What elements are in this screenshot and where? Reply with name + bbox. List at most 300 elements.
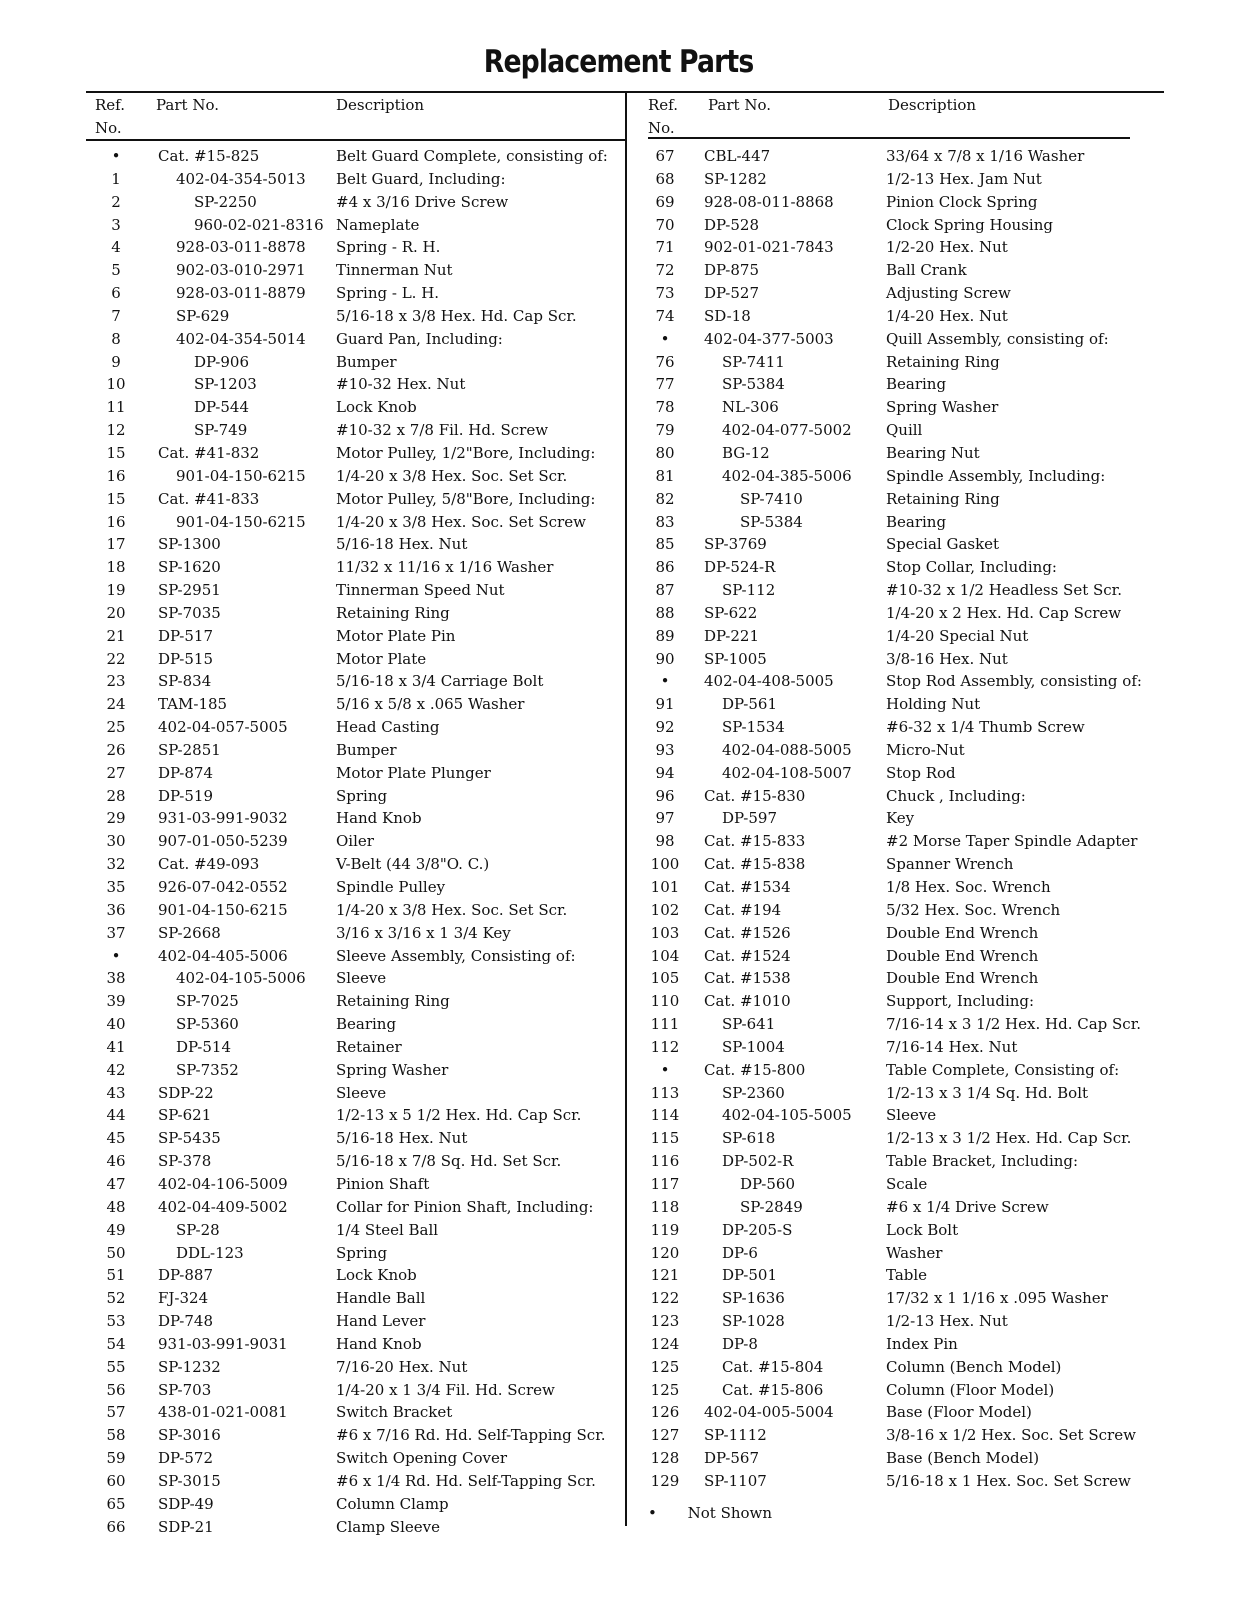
ref-cell: 36 — [106, 900, 126, 919]
table-row — [86, 1173, 624, 1196]
table-row — [636, 899, 1164, 922]
part-number-cell: SP-1203 — [194, 375, 257, 394]
table-row — [636, 1173, 1164, 1196]
ref-cell: 6 — [111, 284, 121, 303]
header-part-no: Part No. — [708, 96, 771, 114]
part-number-cell: DDL-123 — [176, 1243, 244, 1262]
description-cell: Bearing Nut — [886, 443, 980, 462]
table-body-left — [86, 145, 624, 1538]
description-cell: Sleeve — [336, 969, 387, 988]
description-cell: Oiler — [336, 832, 374, 851]
part-number-cell: SP-3016 — [158, 1426, 221, 1445]
part-number-cell: 928-03-011-8879 — [176, 284, 306, 303]
description-cell: Scale — [886, 1174, 928, 1193]
footnote — [648, 1504, 772, 1522]
ref-cell: 101 — [650, 878, 680, 896]
description-cell: 5/16-18 x 3/4 Carriage Bolt — [336, 672, 544, 691]
description-cell: Double End Wrench — [886, 969, 1039, 988]
description-cell: #4 x 3/16 Drive Screw — [336, 192, 509, 211]
description-cell: #2 Morse Taper Spindle Adapter — [886, 832, 1138, 851]
description-cell: #10-32 x 7/8 Fil. Hd. Screw — [336, 421, 549, 440]
footnote-symbol: • — [648, 1504, 657, 1522]
table-row — [86, 419, 624, 442]
description-cell: Clock Spring Housing — [886, 215, 1053, 234]
part-number-cell: DP-887 — [158, 1266, 213, 1285]
description-cell: 3/8-16 x 1/2 Hex. Soc. Set Screw — [886, 1426, 1136, 1445]
ref-cell: 72 — [655, 261, 675, 280]
table-row — [636, 625, 1164, 648]
part-number-cell: DP-515 — [158, 649, 213, 668]
part-number-cell: DP-875 — [704, 261, 759, 280]
header-description: Description — [888, 96, 977, 114]
table-row — [636, 1082, 1164, 1105]
part-number-cell: SP-621 — [158, 1106, 212, 1125]
ref-cell: 119 — [650, 1220, 680, 1239]
part-number-cell: 402-04-377-5003 — [704, 329, 834, 348]
description-cell: #6 x 1/4 Rd. Hd. Self-Tapping Scr. — [336, 1471, 596, 1490]
part-number-cell: 928-03-011-8878 — [176, 238, 306, 257]
description-cell: Bearing — [886, 512, 947, 531]
ref-cell: 52 — [106, 1289, 126, 1308]
table-row — [86, 1242, 624, 1265]
ref-cell: 97 — [655, 809, 675, 828]
ref-cell: 51 — [106, 1266, 126, 1285]
table-row — [86, 716, 624, 739]
description-cell: 1/2-20 Hex. Nut — [886, 238, 1008, 257]
part-number-cell: SP-378 — [158, 1152, 212, 1171]
part-number-cell: Cat. #1526 — [704, 923, 791, 942]
description-cell: 1/2-13 Hex. Jam Nut — [886, 169, 1042, 188]
part-number-cell: Cat. #15-833 — [704, 832, 806, 851]
table-row — [86, 899, 624, 922]
description-cell: #6-32 x 1/4 Thumb Screw — [886, 718, 1085, 737]
part-number-cell: Cat. #194 — [704, 900, 782, 919]
part-number-cell: 928-08-011-8868 — [704, 192, 834, 211]
ref-cell: 10 — [106, 375, 126, 394]
part-number-cell: Cat. #15-825 — [158, 147, 260, 165]
description-cell: Retaining Ring — [336, 992, 450, 1011]
header-part-no: Part No. — [156, 96, 219, 114]
ref-cell: 81 — [655, 466, 675, 485]
table-row — [86, 282, 624, 305]
description-cell: 1/4-20 x 3/8 Hex. Soc. Set Screw — [336, 512, 586, 531]
description-cell: Bumper — [336, 740, 397, 759]
description-cell: Motor Plate Pin — [336, 626, 456, 645]
table-row — [86, 1356, 624, 1379]
description-cell: Hand Knob — [336, 1334, 422, 1353]
part-number-cell: DP-524-R — [704, 558, 776, 577]
ref-cell: 44 — [106, 1106, 126, 1125]
description-cell: Stop Rod — [886, 763, 956, 782]
table-row — [636, 648, 1164, 671]
ref-cell: 110 — [650, 992, 680, 1011]
ref-cell: 16 — [106, 512, 126, 531]
part-number-cell: SP-703 — [158, 1380, 212, 1399]
description-cell: Spring — [336, 1243, 388, 1262]
part-number-cell: CBL-447 — [704, 147, 771, 165]
part-number-cell: SP-7411 — [722, 352, 785, 371]
part-number-cell: 402-04-108-5007 — [722, 763, 852, 782]
ref-cell: 76 — [655, 352, 675, 371]
description-cell: 1/2-13 x 5 1/2 Hex. Hd. Cap Scr. — [336, 1106, 582, 1125]
part-number-cell: SP-834 — [158, 672, 212, 691]
part-number-cell: DP-906 — [194, 352, 249, 371]
ref-cell: 89 — [655, 626, 675, 645]
ref-cell: 73 — [655, 284, 675, 303]
ref-cell: 126 — [650, 1403, 680, 1422]
table-row — [636, 762, 1164, 785]
part-number-cell: DP-528 — [704, 215, 759, 234]
ref-cell: 71 — [655, 238, 675, 257]
ref-cell: 15 — [106, 489, 126, 508]
ref-cell: 5 — [111, 261, 121, 280]
ref-cell: 43 — [106, 1083, 126, 1102]
table-row — [86, 739, 624, 762]
part-number-cell: SP-1282 — [704, 169, 767, 188]
ref-cell: 100 — [650, 855, 680, 874]
part-number-cell: DP-748 — [158, 1312, 213, 1331]
ref-cell: 12 — [106, 421, 126, 440]
description-cell: Column Clamp — [336, 1494, 449, 1513]
part-number-cell: 402-04-105-5005 — [722, 1106, 852, 1125]
part-number-cell: SP-7410 — [740, 489, 803, 508]
part-number-cell: SP-28 — [176, 1220, 220, 1239]
table-row — [86, 1150, 624, 1173]
table-row — [636, 282, 1164, 305]
description-cell: Motor Pulley, 1/2"Bore, Including: — [336, 443, 596, 462]
page-title: Replacement Parts — [483, 44, 754, 80]
ref-cell: 115 — [650, 1129, 680, 1148]
part-number-cell: SP-5360 — [176, 1015, 239, 1034]
description-cell: Stop Rod Assembly, consisting of: — [886, 672, 1142, 691]
ref-cell: 2 — [111, 192, 121, 211]
table-row — [86, 396, 624, 419]
ref-cell: 22 — [106, 649, 126, 668]
ref-cell: 37 — [106, 923, 126, 942]
ref-cell: 125 — [650, 1380, 680, 1399]
description-cell: Spanner Wrench — [886, 855, 1014, 874]
description-cell: Lock Knob — [336, 1266, 417, 1285]
table-row — [86, 533, 624, 556]
description-cell: 5/32 Hex. Soc. Wrench — [886, 900, 1061, 919]
part-number-cell: NL-306 — [722, 398, 779, 417]
description-cell: 3/16 x 3/16 x 1 3/4 Key — [336, 923, 511, 942]
table-row — [86, 648, 624, 671]
description-cell: Quill — [886, 421, 923, 440]
ref-cell: 50 — [106, 1243, 126, 1262]
description-cell: 5/16-18 Hex. Nut — [336, 535, 468, 554]
description-cell: Hand Knob — [336, 809, 422, 828]
table-row — [86, 214, 624, 237]
description-cell: Base (Bench Model) — [886, 1449, 1040, 1468]
part-number-cell: 402-04-077-5002 — [722, 421, 852, 440]
part-number-cell: SP-2849 — [740, 1197, 803, 1216]
part-number-cell: Cat. #15-838 — [704, 855, 806, 874]
ref-cell: 112 — [650, 1037, 680, 1056]
table-row — [636, 1287, 1164, 1310]
ref-cell: 65 — [106, 1494, 126, 1513]
ref-cell: 1 — [111, 169, 121, 188]
ref-cell: 92 — [655, 718, 675, 737]
description-cell: 1/4-20 Hex. Nut — [886, 306, 1008, 325]
table-row — [86, 328, 624, 351]
ref-cell: 129 — [650, 1471, 680, 1490]
ref-cell: 45 — [106, 1129, 126, 1148]
table-row — [86, 922, 624, 945]
part-number-cell: SP-641 — [722, 1015, 776, 1034]
part-number-cell: 402-04-354-5013 — [176, 169, 306, 188]
header-ref: Ref. — [95, 96, 125, 114]
table-row — [636, 1013, 1164, 1036]
table-row — [86, 488, 624, 511]
description-cell: Support, Including: — [886, 992, 1035, 1011]
table-row — [636, 168, 1164, 191]
ref-cell: 74 — [655, 306, 675, 325]
table-row — [86, 1333, 624, 1356]
description-cell: 7/16-14 Hex. Nut — [886, 1037, 1018, 1056]
description-cell: 1/2-13 Hex. Nut — [886, 1312, 1008, 1331]
description-cell: Special Gasket — [886, 535, 1000, 554]
table-row — [86, 693, 624, 716]
ref-cell: 55 — [106, 1357, 126, 1376]
description-cell: 3/8-16 Hex. Nut — [886, 649, 1008, 668]
table-row — [636, 830, 1164, 853]
part-number-cell: 907-01-050-5239 — [158, 832, 288, 851]
part-number-cell: SP-3769 — [704, 535, 767, 554]
part-number-cell: DP-501 — [722, 1266, 777, 1285]
part-number-cell: Cat. #15-830 — [704, 786, 806, 805]
table-row — [86, 373, 624, 396]
table-row — [636, 967, 1164, 990]
ref-cell: 53 — [106, 1312, 126, 1331]
ref-cell: 85 — [655, 535, 675, 554]
ref-cell: 38 — [106, 969, 126, 988]
ref-cell: 4 — [111, 238, 121, 257]
table-row — [636, 465, 1164, 488]
part-number-cell: SP-1112 — [704, 1426, 767, 1445]
part-number-cell: 402-04-105-5006 — [176, 969, 306, 988]
part-number-cell: DP-561 — [722, 695, 777, 714]
table-row — [636, 396, 1164, 419]
part-number-cell: 402-04-057-5005 — [158, 718, 288, 737]
part-number-cell: SDP-49 — [158, 1494, 214, 1513]
description-cell: Double End Wrench — [886, 946, 1039, 965]
part-number-cell: SP-5384 — [722, 375, 785, 394]
ref-cell: 124 — [650, 1334, 680, 1353]
table-row — [636, 1104, 1164, 1127]
part-number-cell: SP-2360 — [722, 1083, 785, 1102]
description-cell: 33/64 x 7/8 x 1/16 Washer — [886, 147, 1085, 165]
description-cell: 1/4-20 Special Nut — [886, 626, 1029, 645]
ref-cell: 40 — [106, 1015, 126, 1034]
part-number-cell: SP-1300 — [158, 535, 221, 554]
ref-cell: 16 — [106, 466, 126, 485]
ref-cell: 25 — [106, 718, 126, 737]
table-row — [86, 442, 624, 465]
part-number-cell: Cat. #15-800 — [704, 1060, 806, 1079]
description-cell: Ball Crank — [886, 261, 967, 280]
ref-cell: 24 — [106, 695, 126, 714]
ref-cell: 26 — [106, 740, 126, 759]
ref-cell: 105 — [650, 969, 680, 988]
part-number-cell: SDP-21 — [158, 1517, 214, 1536]
ref-cell: 15 — [106, 443, 126, 462]
ref-cell: 17 — [106, 535, 126, 554]
table-row — [636, 716, 1164, 739]
table-row — [86, 305, 624, 328]
ref-cell: 18 — [106, 558, 126, 577]
table-row — [636, 305, 1164, 328]
description-cell: Tinnerman Nut — [336, 261, 453, 280]
ref-cell: 68 — [655, 169, 675, 188]
table-row — [86, 1401, 624, 1424]
part-number-cell: FJ-324 — [158, 1289, 209, 1308]
description-cell: Bearing — [886, 375, 947, 394]
table-row — [636, 579, 1164, 602]
ref-cell: 98 — [655, 832, 675, 851]
ref-cell: 86 — [655, 558, 675, 577]
table-row — [86, 670, 624, 693]
table-row — [636, 1310, 1164, 1333]
part-number-cell: 901-04-150-6215 — [176, 512, 306, 531]
table-row — [636, 145, 1164, 168]
header-no: No. — [95, 119, 122, 137]
part-number-cell: 402-04-408-5005 — [704, 672, 834, 691]
ref-cell: 91 — [655, 695, 675, 714]
table-row — [636, 1036, 1164, 1059]
ref-cell: 42 — [106, 1060, 126, 1079]
table-row — [86, 465, 624, 488]
description-cell: 1/2-13 x 3 1/2 Hex. Hd. Cap Scr. — [886, 1129, 1132, 1148]
description-cell: 1/4 Steel Ball — [336, 1220, 439, 1239]
table-row — [86, 1036, 624, 1059]
description-cell: Hand Lever — [336, 1312, 426, 1331]
ref-cell: 123 — [650, 1312, 680, 1331]
description-cell: Tinnerman Speed Nut — [336, 581, 505, 600]
ref-cell: 127 — [650, 1426, 680, 1445]
part-number-cell: 402-04-405-5006 — [158, 946, 288, 965]
footnote-text: Not Shown — [687, 1504, 773, 1522]
table-row — [636, 807, 1164, 830]
table-row — [86, 1127, 624, 1150]
table-row — [636, 1196, 1164, 1219]
description-cell: Key — [886, 809, 915, 828]
table-row — [636, 419, 1164, 442]
table-row — [86, 1516, 624, 1539]
table-body-right — [636, 145, 1164, 1493]
ref-cell: 77 — [655, 375, 675, 394]
part-number-cell: 902-01-021-7843 — [704, 238, 834, 257]
part-number-cell: 402-04-409-5002 — [158, 1197, 288, 1216]
table-row — [86, 236, 624, 259]
description-cell: Quill Assembly, consisting of: — [886, 329, 1109, 348]
part-number-cell: DP-205-S — [722, 1220, 793, 1239]
description-cell: Table — [886, 1266, 928, 1285]
table-row — [86, 876, 624, 899]
ref-cell: 122 — [650, 1289, 680, 1308]
part-number-cell: 402-04-106-5009 — [158, 1174, 288, 1193]
description-cell: 1/8 Hex. Soc. Wrench — [886, 878, 1051, 896]
table-row — [636, 488, 1164, 511]
description-cell: 1/4-20 x 1 3/4 Fil. Hd. Screw — [336, 1380, 555, 1399]
table-row — [86, 191, 624, 214]
table-row — [636, 1127, 1164, 1150]
ref-cell: 66 — [106, 1517, 126, 1536]
description-cell: Column (Floor Model) — [886, 1380, 1055, 1399]
ref-cell: 90 — [655, 649, 675, 668]
description-cell: 1/2-13 x 3 1/4 Sq. Hd. Bolt — [886, 1083, 1089, 1102]
part-number-cell: DP-544 — [194, 398, 249, 417]
table-row — [636, 259, 1164, 282]
table-row — [86, 1219, 624, 1242]
description-cell: Column (Bench Model) — [886, 1357, 1062, 1376]
part-number-cell: DP-527 — [704, 284, 759, 303]
part-number-cell: SP-1005 — [704, 649, 767, 668]
ref-cell: 9 — [111, 352, 121, 371]
table-row — [636, 1219, 1164, 1242]
table-row — [636, 442, 1164, 465]
ref-cell: 120 — [650, 1243, 680, 1262]
part-number-cell: Cat. #15-804 — [722, 1357, 824, 1376]
part-number-cell: Cat. #49-093 — [158, 855, 260, 874]
part-number-cell: Cat. #1524 — [704, 946, 791, 965]
table-row — [636, 1150, 1164, 1173]
description-cell: Bumper — [336, 352, 397, 371]
description-cell: Retainer — [336, 1037, 402, 1056]
description-cell: Switch Bracket — [336, 1403, 453, 1422]
table-row — [636, 1470, 1164, 1493]
table-row — [636, 328, 1164, 351]
description-cell: Retaining Ring — [336, 603, 450, 622]
part-number-cell: SP-749 — [194, 421, 248, 440]
part-number-cell: SP-618 — [722, 1129, 776, 1148]
ref-cell: 69 — [655, 192, 675, 211]
table-row — [86, 967, 624, 990]
part-number-cell: DP-519 — [158, 786, 213, 805]
part-number-cell: SP-1636 — [722, 1289, 785, 1308]
ref-cell: 23 — [106, 672, 126, 691]
part-number-cell: SP-112 — [722, 581, 776, 600]
description-cell: Table Bracket, Including: — [886, 1152, 1079, 1171]
description-cell: 1/4-20 x 3/8 Hex. Soc. Set Scr. — [336, 466, 568, 485]
column-divider — [625, 92, 627, 1526]
part-number-cell: Cat. #1538 — [704, 969, 791, 988]
description-cell: Motor Pulley, 5/8"Bore, Including: — [336, 489, 596, 508]
table-row — [636, 1264, 1164, 1287]
ref-cell: 58 — [106, 1426, 126, 1445]
ref-cell: 128 — [650, 1449, 680, 1468]
description-cell: 5/16 x 5/8 x .065 Washer — [336, 695, 525, 714]
ref-cell: 96 — [655, 786, 675, 805]
ref-cell: 19 — [106, 581, 126, 600]
table-row — [86, 830, 624, 853]
table-row — [86, 351, 624, 374]
table-row — [636, 876, 1164, 899]
ref-cell: 117 — [650, 1174, 680, 1193]
description-cell: Chuck , Including: — [886, 786, 1026, 805]
ref-cell: 79 — [655, 421, 675, 440]
ref-cell: 35 — [106, 878, 126, 896]
description-cell: Base (Floor Model) — [886, 1403, 1032, 1422]
table-row — [636, 1059, 1164, 1082]
ref-cell: 39 — [106, 992, 126, 1011]
header-description: Description — [336, 96, 425, 114]
part-number-cell: DP-8 — [722, 1334, 758, 1353]
description-cell: Double End Wrench — [886, 923, 1039, 942]
part-number-cell: 931-03-991-9032 — [158, 809, 288, 828]
part-number-cell: TAM-185 — [158, 695, 228, 714]
description-cell: Handle Ball — [336, 1289, 426, 1308]
